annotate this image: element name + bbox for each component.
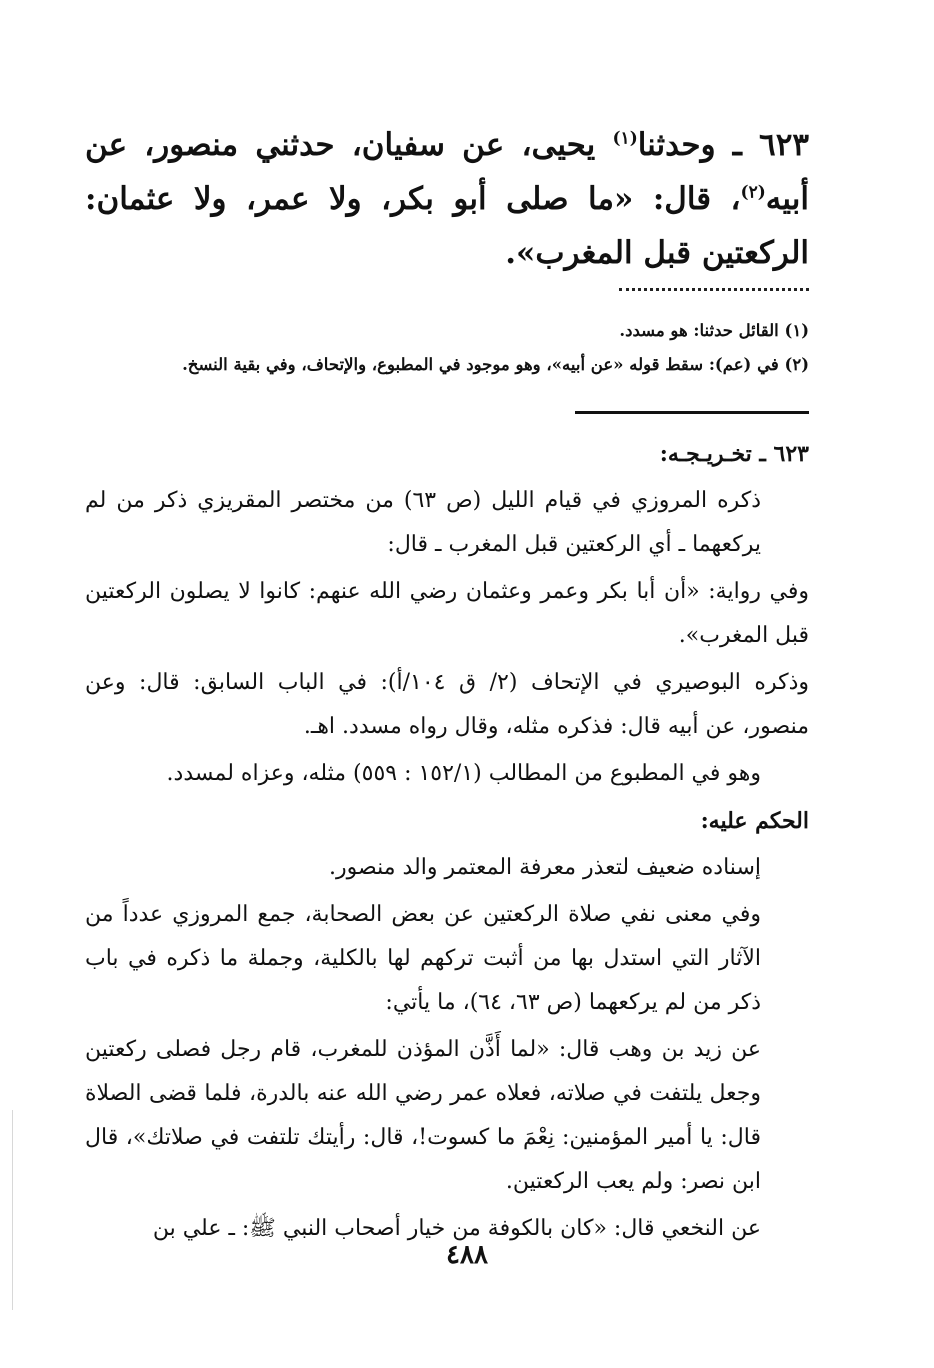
takhrij-heading: ٦٢٣ ـ تخـريـجـه: — [659, 441, 809, 467]
hadith-part-1: يحيى، عن سفيان، حدثني منصور، عن أبيه — [85, 127, 809, 217]
takhrij-paragraph-8: عن النخعي قال: «كان بالكوفة من خيار أصحاب النبي ﷺ: ـ علي بن — [152, 1216, 761, 1241]
takhrij-paragraph-7: عن زيد بن وهب قال: «لما أَذَّن المؤذن للمغرب، قام رجل فصلى ركعتين وجعل يلتفت في صلاته، فعلاه عمر رضي الله عنه بالدرة، فلما قضى الصلاة قال: يا أمير المؤمنين: نِعْمَ ما كسوت!، قال: رأيتك تلتفت في صلاتك»، قال ابن نصر: ولم يعب الركعتين. — [85, 1037, 761, 1194]
scan-edge-line — [12, 1110, 13, 1310]
hadith-part-2: ، قال: «ما صلى أبو بكر، ولا عمر، ولا عثمان: الركعتين قبل المغرب». — [85, 181, 809, 271]
takhrij-paragraph-2: وفي رواية: «أن أبا بكر وعمر وعثمان رضي الله عنهم: كانوا لا يصلون الركعتين قبل المغرب». — [85, 579, 809, 648]
takhrij-paragraph-1: ذكره المروزي في قيام الليل (ص ٦٣) من مختصر المقريزي ذكر من لم يركعهما ـ أي الركعتين قبل المغرب ـ قال: — [85, 488, 762, 557]
page-number: ٤٨٨ — [446, 1240, 488, 1270]
takhrij-paragraph-4: وهو في المطبوع من المطالب (١٥٢/١ : ٥٥٩) مثله، وعزاه لمسدد. — [166, 761, 761, 786]
footnote-1: (١) القائل حدثنا: هو مسدد. — [619, 321, 809, 340]
takhrij-paragraph-6: وفي معنى نفي صلاة الركعتين عن بعض الصحابة، جمع المروزي عدداً من الآثار التي استدل بها من أثبت تركهم لها بالكلية، وجملة ما ذكره في باب ذكر من لم يركعهما (ص ٦٣، ٦٤)، ما يأتي: — [85, 902, 761, 1015]
hadith-text — [85, 118, 809, 280]
hadith-number-prefix: ٦٢٣ ـ وحدثنا — [637, 127, 809, 163]
footnote-separator — [619, 288, 809, 291]
hukm-heading: الحكم عليه: — [700, 808, 809, 834]
section-divider — [575, 411, 809, 414]
footnotes — [85, 314, 809, 382]
footnote-2: (٢) في (عم): سقط قوله «عن أبيه»، وهو موجود في المطبوع، والإتحاف، وفي بقية النسخ. — [182, 355, 809, 374]
footnote-ref-1[interactable]: (١) — [612, 128, 638, 149]
hukm-paragraph: إسناده ضعيف لتعذر معرفة المعتمر والد منصور. — [329, 855, 761, 880]
takhrij-section — [85, 432, 809, 1254]
footnote-ref-2[interactable]: (٢) — [740, 182, 766, 203]
takhrij-paragraph-3: وذكره البوصيري في الإتحاف (٢/ ق ١٠٤/أ): في الباب السابق: قال: وعن منصور، عن أبيه قال: فذكره مثله، وقال رواه مسدد. اهـ. — [85, 670, 809, 739]
